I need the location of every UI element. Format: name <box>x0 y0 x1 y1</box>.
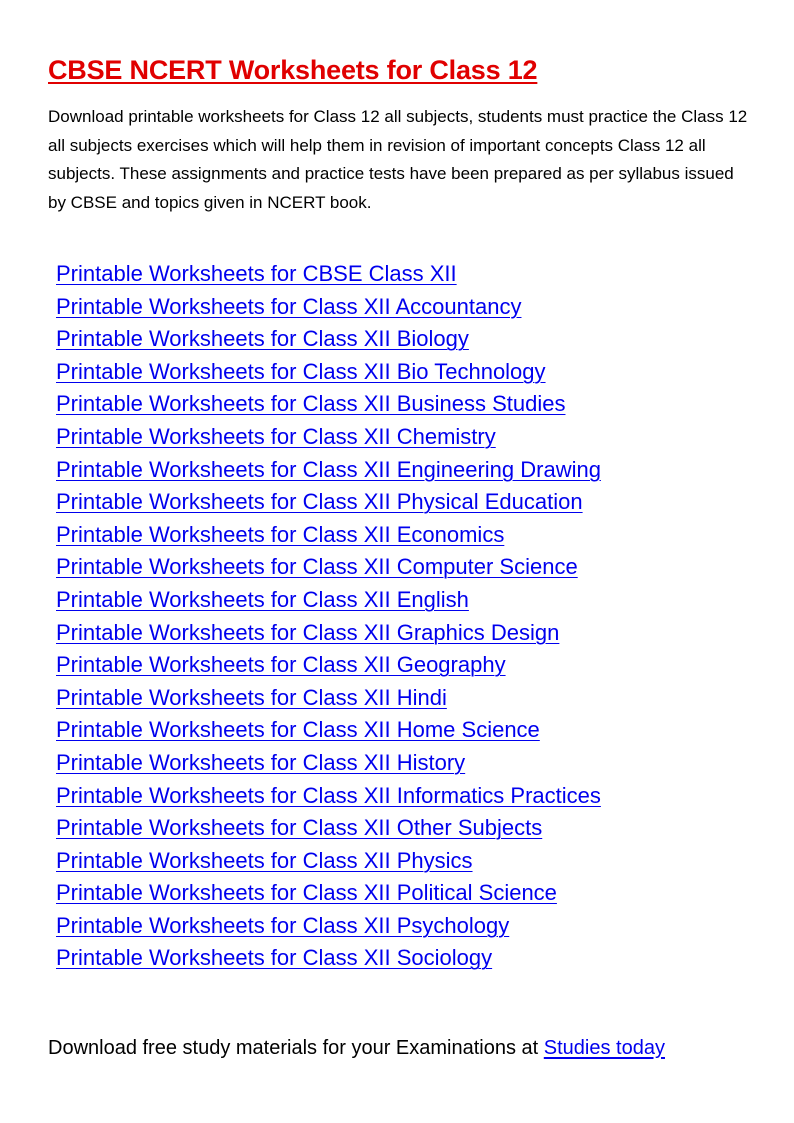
link-biology[interactable]: Printable Worksheets for Class XII Biology <box>56 326 469 352</box>
link-geography[interactable]: Printable Worksheets for Class XII Geography <box>56 652 506 678</box>
list-item <box>56 780 601 813</box>
link-home-science[interactable]: Printable Worksheets for Class XII Home Science <box>56 717 540 743</box>
link-engineering-drawing[interactable]: Printable Worksheets for Class XII Engineering Drawing <box>56 456 601 482</box>
link-informatics-practices[interactable]: Printable Worksheets for Class XII Informatics Practices <box>56 782 601 808</box>
link-sociology[interactable]: Printable Worksheets for Class XII Sociology <box>56 945 493 971</box>
list-item <box>56 421 601 454</box>
list-item <box>56 551 601 584</box>
intro-paragraph: Download printable worksheets for Class 12 all subjects, students must practice the Class 12 all subjects exercises which will help them in revision of important concepts Class 12 all subjects. These assignments and practice tests have been prepared as per syllabus issued by CBSE and topics given in NCERT book. <box>48 107 748 212</box>
link-business-studies[interactable]: Printable Worksheets for Class XII Business Studies <box>56 391 566 417</box>
list-item <box>56 584 601 617</box>
list-item <box>56 291 601 324</box>
link-political-science[interactable]: Printable Worksheets for Class XII Political Science <box>56 880 557 906</box>
link-accountancy[interactable]: Printable Worksheets for Class XII Accountancy <box>56 293 522 319</box>
link-history[interactable]: Printable Worksheets for Class XII History <box>56 749 466 775</box>
link-physical-education[interactable]: Printable Worksheets for Class XII Physical Education <box>56 489 583 515</box>
list-item <box>56 258 601 291</box>
list-item <box>56 812 601 845</box>
list-item <box>56 356 601 389</box>
worksheet-link-list <box>56 258 601 975</box>
list-item <box>56 649 601 682</box>
link-cbse-class-xii[interactable]: Printable Worksheets for CBSE Class XII <box>56 261 457 286</box>
list-item <box>56 682 601 715</box>
list-item <box>56 486 601 519</box>
list-item <box>56 714 601 747</box>
link-psychology[interactable]: Printable Worksheets for Class XII Psychology <box>56 912 510 938</box>
link-other-subjects[interactable]: Printable Worksheets for Class XII Other Subjects <box>56 815 543 841</box>
list-item <box>56 747 601 780</box>
link-graphics-design[interactable]: Printable Worksheets for Class XII Graphics Design <box>56 619 560 645</box>
list-item <box>56 388 601 421</box>
footer-line <box>48 1033 665 1063</box>
link-physics[interactable]: Printable Worksheets for Class XII Physics <box>56 847 473 873</box>
list-item <box>56 845 601 878</box>
list-item <box>56 877 601 910</box>
link-economics[interactable]: Printable Worksheets for Class XII Economics <box>56 521 505 547</box>
list-item <box>56 942 601 975</box>
list-item <box>56 454 601 487</box>
page-title: CBSE NCERT Worksheets for Class 12 <box>48 55 538 85</box>
footer-text: Download free study materials for your Examinations at <box>48 1037 544 1059</box>
link-bio-technology[interactable]: Printable Worksheets for Class XII Bio Technology <box>56 358 546 384</box>
list-item <box>56 323 601 356</box>
link-chemistry[interactable]: Printable Worksheets for Class XII Chemistry <box>56 423 496 449</box>
list-item <box>56 910 601 943</box>
link-hindi[interactable]: Printable Worksheets for Class XII Hindi <box>56 684 447 710</box>
studies-today-link[interactable]: Studies today <box>543 1037 665 1059</box>
list-item <box>56 519 601 552</box>
list-item <box>56 617 601 650</box>
link-english[interactable]: Printable Worksheets for Class XII English <box>56 586 469 612</box>
link-computer-science[interactable]: Printable Worksheets for Class XII Computer Science <box>56 554 578 580</box>
